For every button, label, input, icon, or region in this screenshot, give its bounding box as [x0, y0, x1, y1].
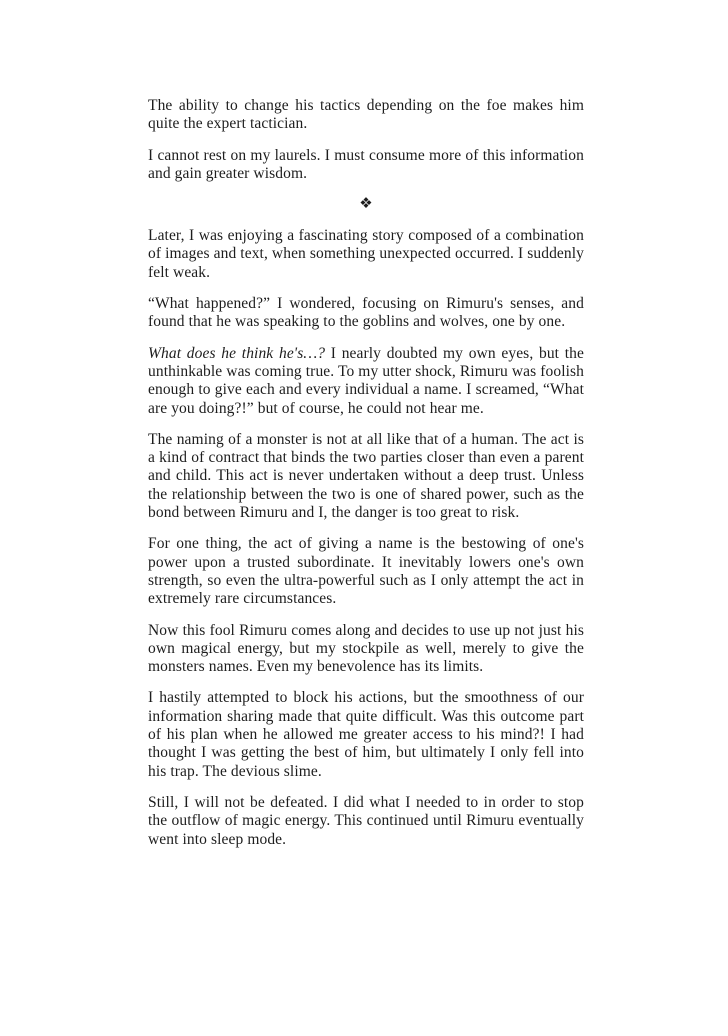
section-divider-ornament-icon: ❖	[359, 194, 373, 213]
paragraph-10: Still, I will not be defeated. I did what I needed to in order to stop the outflow of magic energy. This continued until Rimuru eventually went into sleep mode.	[148, 793, 584, 848]
paragraph-6: The naming of a monster is not at all like that of a human. The act is a kind of contract that binds the two parties closer than even a parent and child. This act is never undertaken without a deep trust. Unless the relationship between the two is one of shared power, such as the bond between Rimuru and I, the danger is too great to risk.	[148, 430, 584, 522]
paragraph-8: Now this fool Rimuru comes along and decides to use up not just his own magical energy, but my stockpile as well, merely to give the monsters names. Even my benevolence has its limits.	[148, 621, 584, 676]
paragraph-4: “What happened?” I wondered, focusing on Rimuru's senses, and found that he was speaking to the goblins and wolves, one by one.	[148, 295, 584, 331]
paragraph-5	[148, 345, 584, 418]
paragraph-5-rest: I nearly doubted my own eyes, but the unthinkable was coming true. To my utter shock, Rimuru was foolish enough to give each and every individual a name. I screamed, “What are you doing?!” but of course, he could not hear me.	[148, 344, 584, 417]
paragraph-1: The ability to change his tactics depending on the foe makes him quite the expert tactician.	[148, 97, 584, 133]
paragraph-5-italic-lead: What does he think he's…?	[148, 344, 326, 362]
paragraph-2: I cannot rest on my laurels. I must consume more of this information and gain greater wisdom.	[148, 146, 584, 182]
paragraph-9: I hastily attempted to block his actions, but the smoothness of our information sharing made that quite difficult. Was this outcome part of his plan when he allowed me greater access to his mind?! I had thought I was getting the best of him, but ultimately I only fell into his trap. The devious slime.	[148, 689, 584, 780]
text-column	[148, 97, 584, 862]
paragraph-3: Later, I was enjoying a fascinating story composed of a combination of images and text, when something unexpected occurred. I suddenly felt weak.	[148, 227, 584, 281]
paragraph-7: For one thing, the act of giving a name is the bestowing of one's power upon a trusted subordinate. It inevitably lowers one's own strength, so even the ultra-powerful such as I only attempt the act in extremely rare circumstances.	[148, 535, 584, 608]
